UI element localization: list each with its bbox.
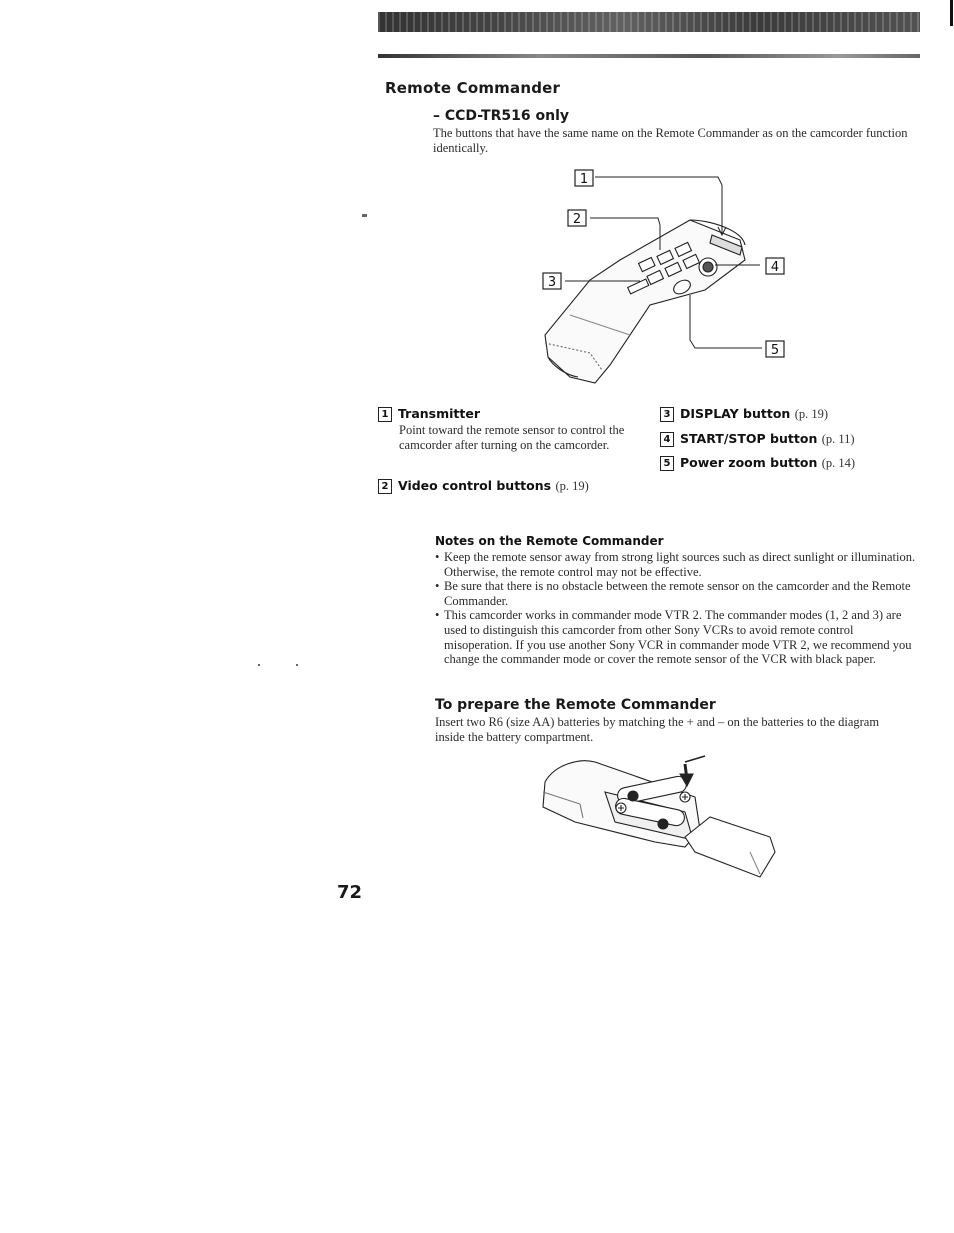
item-power-zoom-button [660, 455, 855, 471]
subtitle: – CCD-TR516 only [433, 108, 569, 124]
item-label: Video control buttons [398, 478, 552, 493]
callout-2: 2 [572, 212, 582, 227]
item-start-stop-button [660, 431, 855, 447]
page-edge-mark [950, 0, 953, 26]
item-number-box: 4 [660, 432, 674, 447]
note-item: • This camcorder works in commander mode VTR 2. The commander modes (1, 2 and 3) are used to distinguish this camcorder from other Sony VCRs to avoid remote control misoperation. If you use another Sony VCR in commander mode VTR 2, we recommend you change the commander mode or cover the remote sensor of the VCR with black paper. [435, 608, 917, 666]
callout-4: 4 [770, 260, 780, 275]
notes-title: Notes on the Remote Commander [435, 534, 664, 548]
prepare-text: Insert two R6 (size AA) batteries by matching the + and – on the batteries to the diagram inside the battery compartment. [435, 715, 880, 744]
item-page-ref: (p. 19) [794, 407, 829, 421]
prepare-title: To prepare the Remote Commander [435, 697, 716, 713]
item-number-box: 3 [660, 407, 674, 422]
item-label: DISPLAY button [680, 406, 791, 421]
notes-list [435, 550, 917, 667]
scan-speck [258, 664, 260, 666]
callout-1: 1 [579, 172, 589, 187]
item-label: Transmitter [398, 406, 480, 421]
scan-speck [296, 664, 298, 666]
battery-insertion-illustration [535, 752, 785, 884]
item-video-control-buttons [378, 478, 589, 494]
section-title: Remote Commander [385, 79, 561, 97]
intro-text: The buttons that have the same name on the Remote Commander as on the camcorder function identically. [433, 126, 908, 155]
item-number-box: 2 [378, 479, 392, 494]
callout-3: 3 [547, 275, 557, 290]
item-page-ref: (p. 19) [555, 479, 589, 493]
item-number-box: 5 [660, 456, 674, 471]
item-page-ref: (p. 11) [821, 432, 855, 446]
item-description: Point toward the remote sensor to control the camcorder after turning on the camcorder. [399, 423, 625, 452]
item-display-button [660, 406, 828, 422]
item-page-ref: (p. 14) [821, 456, 856, 470]
remote-commander-illustration [530, 165, 800, 390]
item-label: START/STOP button [680, 431, 818, 446]
item-label: Power zoom button [680, 455, 818, 470]
header-decorative-band [378, 12, 920, 32]
item-transmitter [378, 406, 638, 453]
scan-speck [362, 214, 367, 217]
item-number-box: 1 [378, 407, 392, 422]
note-item: • Be sure that there is no obstacle between the remote sensor on the camcorder and the Remote Commander. [435, 579, 917, 608]
page-number: 72 [337, 882, 363, 903]
note-item: • Keep the remote sensor away from strong light sources such as direct sunlight or illumination. Otherwise, the remote control may not be effective. [435, 550, 917, 579]
header-rule [378, 54, 920, 58]
callout-5: 5 [770, 343, 780, 358]
